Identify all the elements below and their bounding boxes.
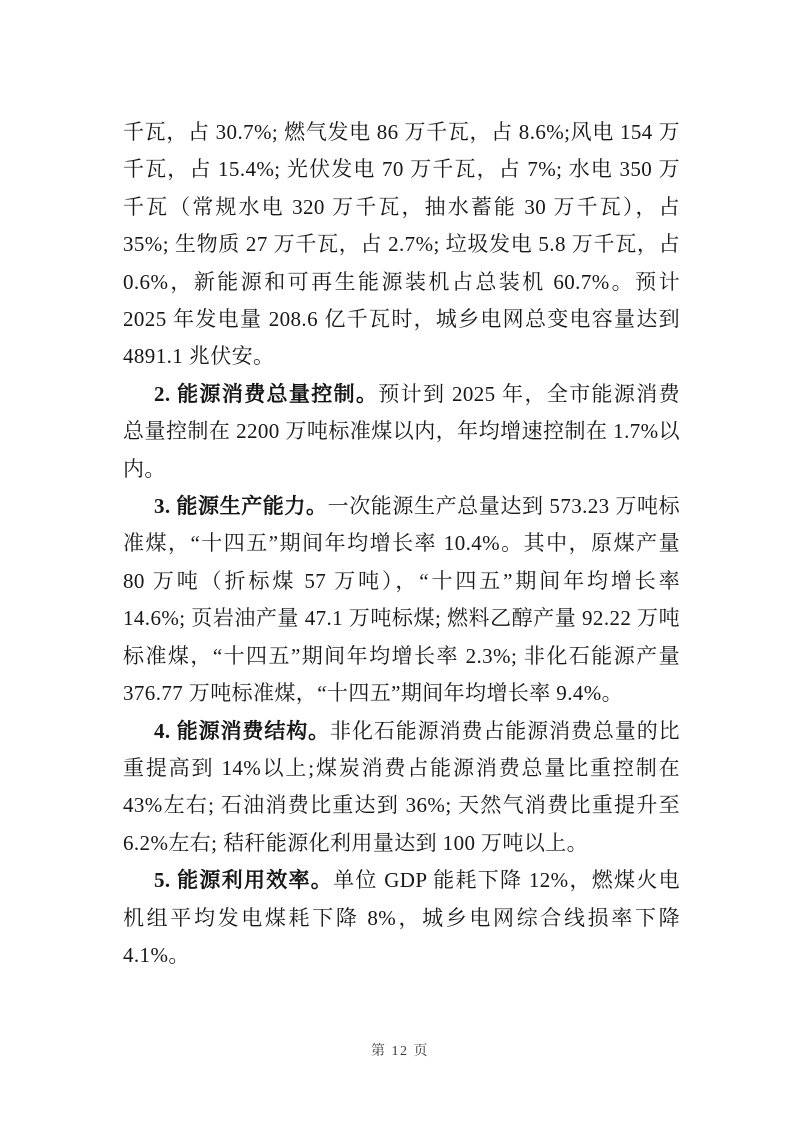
paragraph-text: 单位 GDP 能耗下降 12%，燃煤火电机组平均发电煤耗下降 8%，城乡电网综合线损率下降 4.1%。 <box>123 868 681 967</box>
paragraph-text: 预计到 2025 年，全市能源消费总量控制在 2200 万吨标准煤以内，年均增速控制在 1.7%以内。 <box>123 381 680 481</box>
paragraph-text: 非化石能源消费占能源消费总量的比重提高到 14%以上;煤炭消费占能源消费总量比重控制在 43%左右; 石油消费比重达到 36%; 天然气消费比重提升至 6.2%左右; 秸秆能源化利用量达到 100 万吨以上。 <box>123 718 681 855</box>
paragraph <box>123 114 680 376</box>
page-footer <box>0 1042 800 1062</box>
paragraph-lead: 2. 能源消费总量控制。 <box>154 381 379 406</box>
paragraph-text: 一次能源生产总量达到 573.23 万吨标准煤，“十四五”期间年均增长率 10.4%。其中，原煤产量 80 万吨（折标煤 57 万吨），“十四五”期间年均增长率 14.6%; 页岩油产量 47.1 万吨标煤; 燃料乙醇产量 92.22 万吨标准煤，“十四五”期间年均增长率 2.3%; 非化石能源产量 376.77 万吨标准煤，“十四五”期间年均增长率 9.4%。 <box>123 494 681 706</box>
paragraph <box>123 862 680 974</box>
paragraph <box>123 376 680 488</box>
paragraph-lead: 3. 能源生产能力。 <box>154 494 328 519</box>
page-number: 第 12 页 <box>371 1044 429 1059</box>
paragraph <box>123 713 680 863</box>
paragraph-lead: 4. 能源消费结构。 <box>154 718 331 743</box>
paragraph <box>123 488 680 712</box>
paragraph-lead: 5. 能源利用效率。 <box>154 868 334 893</box>
document-body <box>123 114 680 974</box>
paragraph-text: 千瓦，占 30.7%; 燃气发电 86 万千瓦，占 8.6%;风电 154 万千瓦，占 15.4%; 光伏发电 70 万千瓦，占 7%; 水电 350 万千瓦（常规水电 320 万千瓦，抽水蓄能 30 万千瓦），占 35%; 生物质 27 万千瓦，占 2.7%; 垃圾发电 5.8 万千瓦，占 0.6%，新能源和可再生能源装机占总装机 60.7%。预计 2025 年发电量 208.6 亿千瓦时，城乡电网总变电容量达到 4891.1 兆伏安。 <box>123 120 680 369</box>
